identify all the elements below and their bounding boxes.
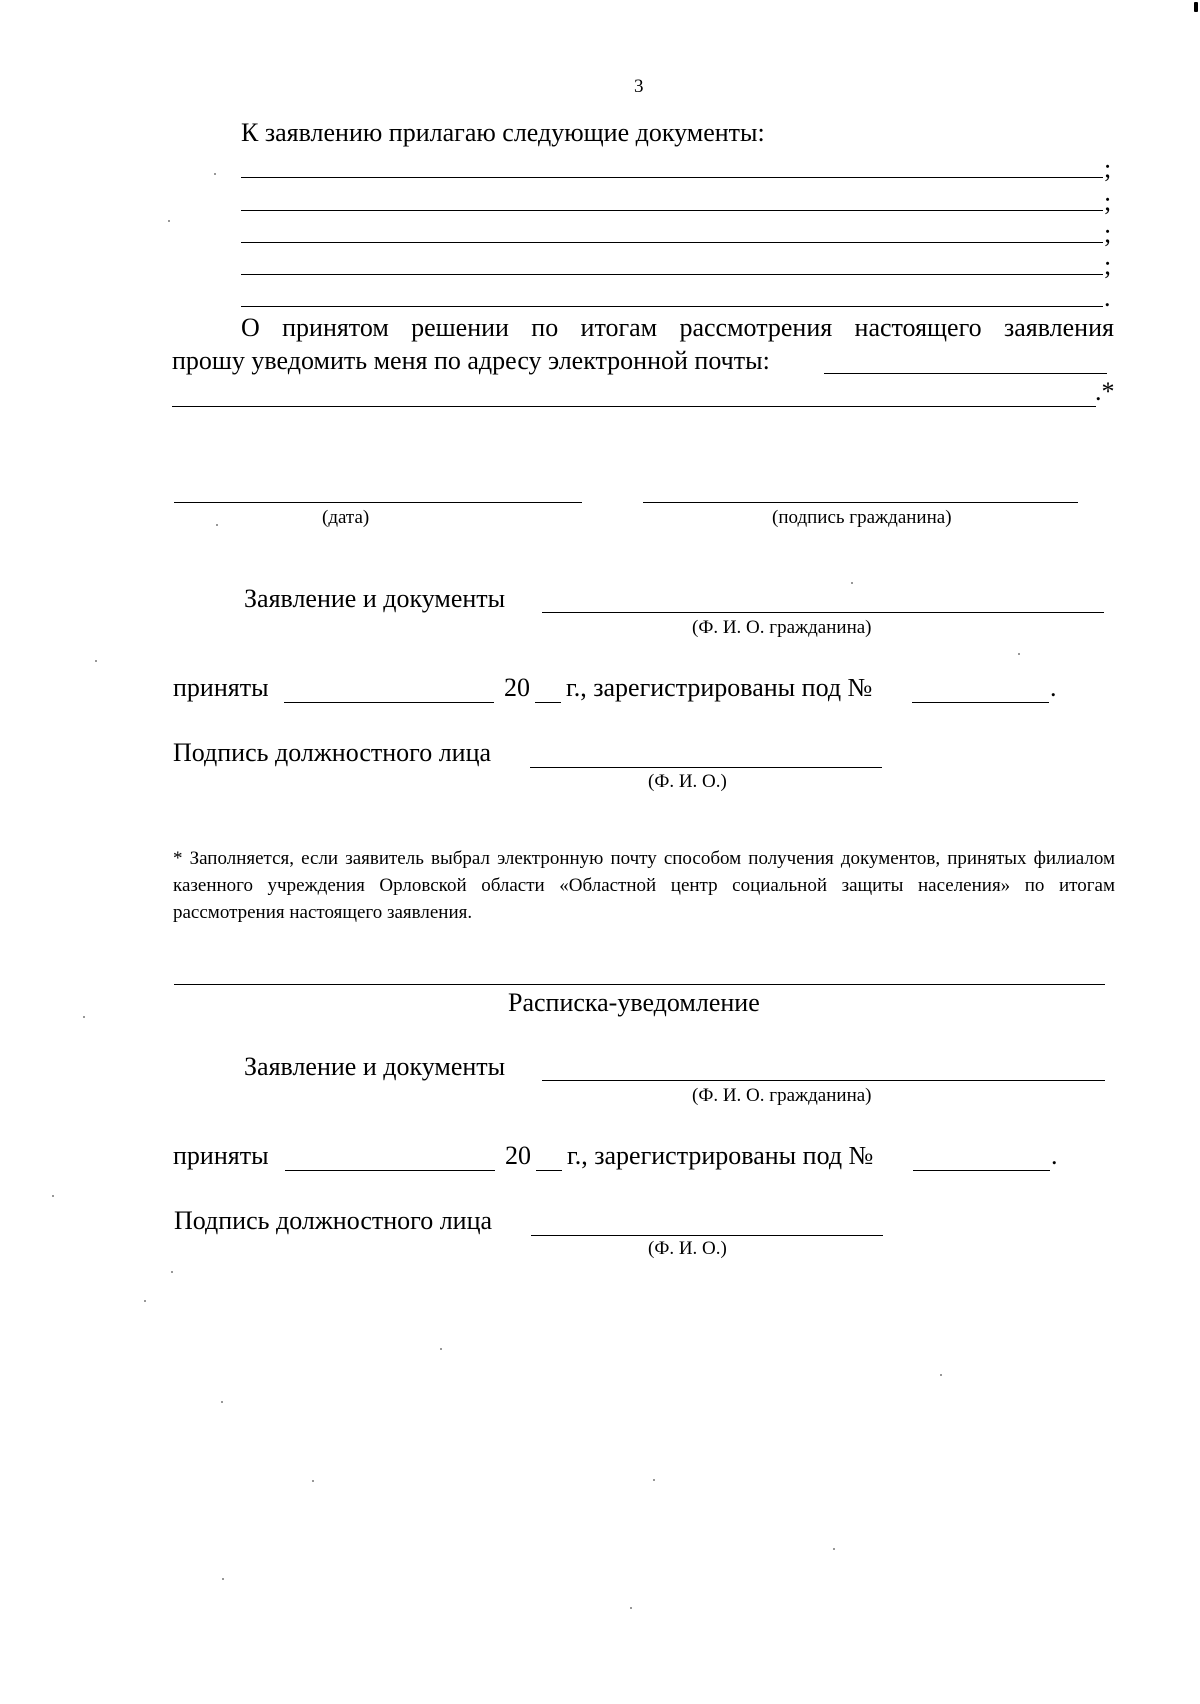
word: по <box>531 313 559 342</box>
word: заявления <box>1003 313 1114 342</box>
acceptance-accepted-label: приняты <box>173 673 269 702</box>
date-field-line[interactable] <box>174 502 582 503</box>
receipt-year-line[interactable] <box>536 1170 562 1171</box>
attachment-line-5-end: . <box>1104 283 1111 312</box>
scan-speck <box>312 1480 314 1482</box>
receipt-citizen-name-line[interactable] <box>542 1080 1105 1081</box>
acceptance-year-prefix: 20 <box>504 673 530 702</box>
email-field-line-1[interactable] <box>824 373 1107 374</box>
notification-line-1 <box>241 313 1114 343</box>
acceptance-year-line[interactable] <box>535 702 561 703</box>
scan-speck <box>216 524 218 526</box>
citizen-signature-caption: (подпись гражданина) <box>772 507 952 528</box>
acceptance-citizen-name-caption: (Ф. И. О. гражданина) <box>692 617 872 638</box>
word: принятом <box>282 313 389 342</box>
notification-line-2: прошу уведомить меня по адресу электронной почты: <box>172 346 770 375</box>
acceptance-docs-label: Заявление и документы <box>244 584 506 613</box>
word: решении <box>411 313 509 342</box>
word: итогам <box>580 313 658 342</box>
scan-speck <box>851 582 853 584</box>
scan-speck <box>95 660 97 662</box>
attachment-line-5[interactable] <box>241 306 1103 307</box>
email-field-line-2[interactable] <box>172 406 1096 407</box>
attachment-line-1-end: ; <box>1104 154 1112 183</box>
receipt-title: Расписка-уведомление <box>508 988 760 1017</box>
scan-speck <box>52 1195 54 1197</box>
acceptance-reg-number-line[interactable] <box>912 702 1049 703</box>
scan-speck <box>168 220 170 222</box>
footnote: * Заполняется, если заявитель выбрал электронную почту способом получения документов, принятых филиалом казенного учреждения Орловской области «Областной центр социальной защиты населения» по итогам рассмотрения настоящего заявления. <box>173 848 1115 923</box>
receipt-official-name-caption: (Ф. И. О.) <box>648 1238 727 1259</box>
receipt-official-signature-line[interactable] <box>531 1235 883 1236</box>
scan-speck <box>1018 653 1020 655</box>
scan-speck <box>144 1300 146 1302</box>
receipt-official-signature-label: Подпись должностного лица <box>174 1206 493 1235</box>
acceptance-official-name-caption: (Ф. И. О.) <box>648 771 727 792</box>
receipt-citizen-name-caption: (Ф. И. О. гражданина) <box>692 1085 872 1106</box>
scan-speck <box>221 1401 223 1403</box>
scan-speck <box>833 1548 835 1550</box>
scan-speck <box>940 1374 942 1376</box>
receipt-accepted-label: приняты <box>173 1141 269 1170</box>
scan-speck <box>222 1578 224 1580</box>
receipt-docs-label: Заявление и документы <box>244 1052 506 1081</box>
date-caption: (дата) <box>322 507 370 528</box>
scan-speck <box>653 1479 655 1481</box>
acceptance-period: . <box>1050 673 1057 702</box>
acceptance-registered-label: г., зарегистрированы под № <box>566 673 873 702</box>
receipt-reg-number-line[interactable] <box>913 1170 1050 1171</box>
attachment-line-3-end: ; <box>1104 219 1112 248</box>
acceptance-date-line[interactable] <box>284 702 494 703</box>
attachments-heading: К заявлению прилагаю следующие документы: <box>241 118 765 147</box>
page-number: 3 <box>634 76 644 97</box>
attachment-line-1[interactable] <box>241 177 1103 178</box>
acceptance-official-signature-line[interactable] <box>530 767 882 768</box>
section-separator <box>174 984 1105 985</box>
receipt-date-line[interactable] <box>285 1170 495 1171</box>
scan-speck <box>83 1016 85 1018</box>
scan-speck <box>440 1348 442 1350</box>
word: настоящего <box>854 313 982 342</box>
receipt-registered-label: г., зарегистрированы под № <box>567 1141 874 1170</box>
scan-speck <box>630 1607 632 1609</box>
email-line-end: .* <box>1095 377 1115 406</box>
scan-speck <box>1194 2 1198 12</box>
word: рассмотрения <box>679 313 833 342</box>
scan-speck <box>171 1271 173 1273</box>
attachment-line-3[interactable] <box>241 242 1103 243</box>
acceptance-official-signature-label: Подпись должностного лица <box>173 738 492 767</box>
receipt-year-prefix: 20 <box>505 1141 531 1170</box>
word: О <box>241 313 260 342</box>
attachment-line-4[interactable] <box>241 274 1103 275</box>
acceptance-citizen-name-line[interactable] <box>542 612 1104 613</box>
scan-speck <box>214 173 216 175</box>
citizen-signature-line[interactable] <box>643 502 1078 503</box>
attachment-line-2[interactable] <box>241 210 1103 211</box>
receipt-period: . <box>1051 1141 1058 1170</box>
attachment-line-2-end: ; <box>1104 187 1112 216</box>
attachment-line-4-end: ; <box>1104 251 1112 280</box>
